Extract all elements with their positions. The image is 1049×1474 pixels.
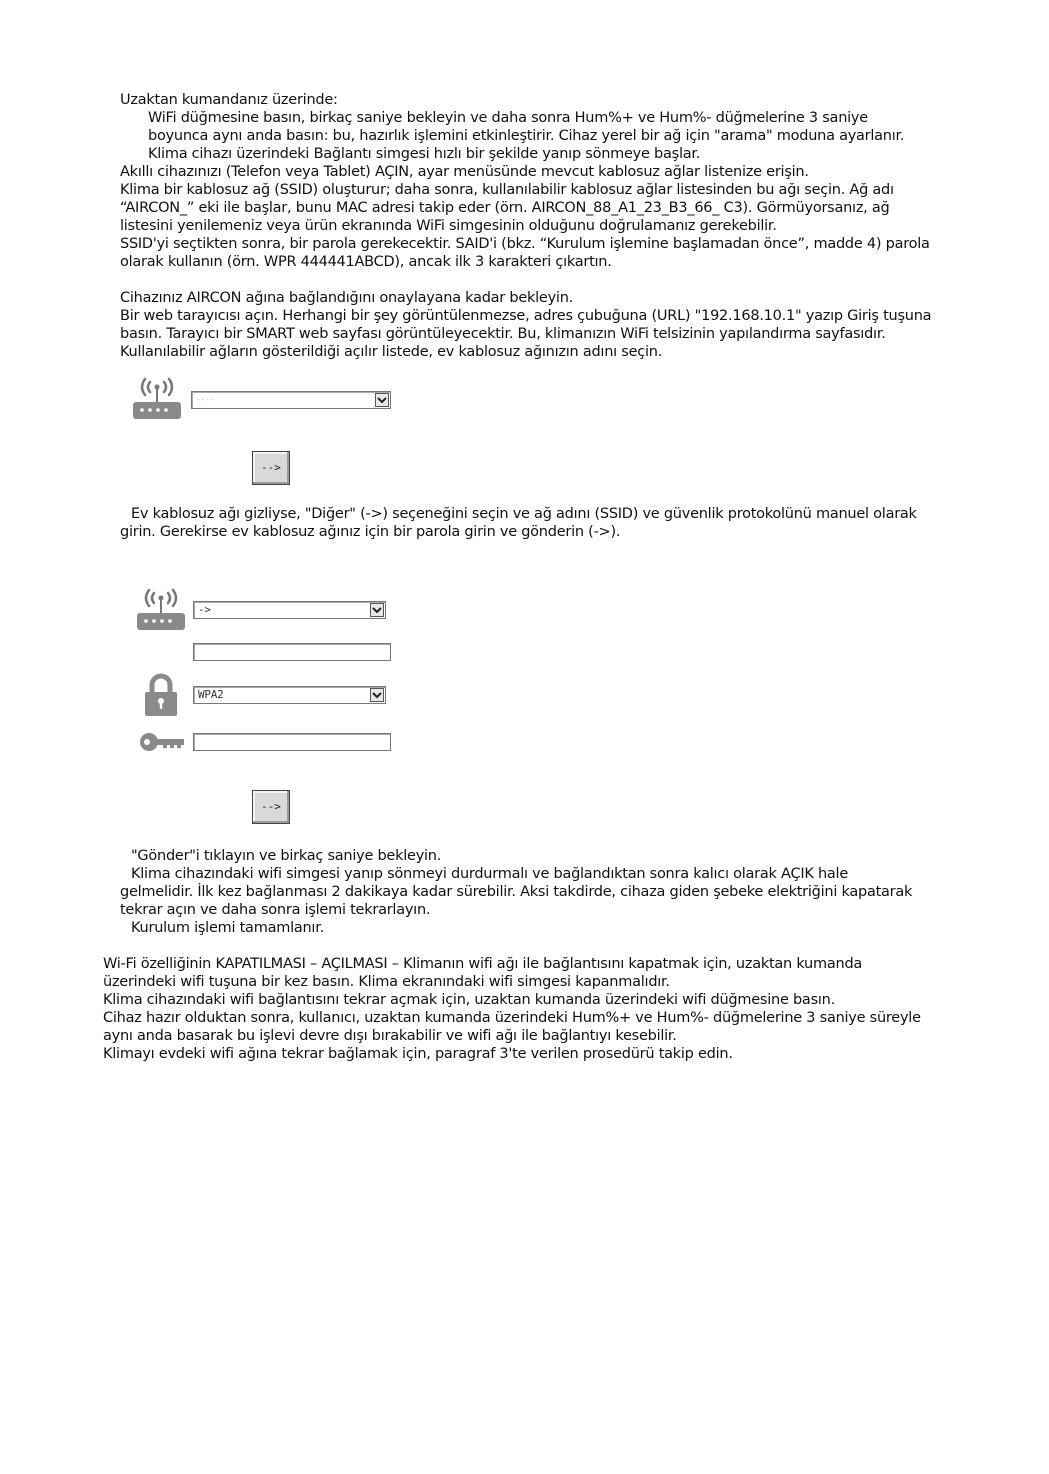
text-line: Akıllı cihazınızı (Telefon veya Tablet) AÇIN, ayar menüsünde mevcut kablosuz ağlar listenize erişin. [120, 164, 809, 180]
password-input[interactable] [193, 733, 391, 751]
text-line: WiFi düğmesine basın, birkaç saniye bekleyin ve daha sonra Hum%+ ve Hum%- düğmelerine 3 saniye [148, 110, 868, 126]
lock-icon [143, 673, 179, 717]
text-line: Uzaktan kumandanız üzerinde: [120, 92, 338, 108]
chevron-down-icon[interactable] [375, 393, 389, 407]
text-line: Klima cihazındaki wifi simgesi yanıp sönmeyi durdurmalı ve bağlandıktan sonra kalıcı olarak AÇIK hale [131, 866, 848, 882]
text-line: Kurulum işlemi tamamlanır. [131, 920, 324, 936]
text-line: Klima cihazındaki wifi bağlantısını tekrar açmak için, uzaktan kumanda üzerindeki wifi düğmesine basın. [103, 992, 835, 1008]
text-line: Cihaz hazır olduktan sonra, kullanıcı, uzaktan kumanda üzerindeki Hum%+ ve Hum%- düğmelerine 3 saniye süreyle [103, 1010, 921, 1026]
security-select-value: WPA2 [198, 688, 224, 701]
network-select[interactable] [193, 601, 386, 619]
chevron-down-icon[interactable] [370, 603, 384, 617]
text-line: üzerindeki wifi tuşuna bir kez basın. Klima ekranındaki wifi simgesi kapanmalıdır. [103, 974, 670, 990]
text-line: basın. Tarayıcı bir SMART web sayfası görüntüleyecektir. Bu, klimanızın WiFi telsizinin yapılandırma sayfasıdır. [120, 326, 886, 342]
text-line: tekrar açın ve daha sonra işlemi tekrarlayın. [120, 902, 431, 918]
chevron-down-icon[interactable] [370, 688, 384, 702]
text-line: Klimayı evdeki wifi ağına tekrar bağlamak için, paragraf 3'te verilen prosedürü takip edin. [103, 1046, 733, 1062]
text-line: Kullanılabilir ağların gösterildiği açılır listede, ev kablosuz ağınızın adını seçin. [120, 344, 663, 360]
text-line: listesini yenilemeniz veya ürün ekranında WiFi simgesinin olduğunu doğrulamanız gerekebilir. [120, 218, 777, 234]
key-icon [139, 731, 185, 753]
text-line: Klima cihazı üzerindeki Bağlantı simgesi hızlı bir şekilde yanıp sönmeye başlar. [148, 146, 701, 162]
text-line: Cihazınız AIRCON ağına bağlandığını onaylayana kadar bekleyin. [120, 290, 574, 306]
text-line: Klima bir kablosuz ağ (SSID) oluşturur; daha sonra, kullanılabilir kablosuz ağlar listesinden bu ağı seçin. Ağ adı [120, 182, 894, 198]
text-line: Bir web tarayıcısı açın. Herhangi bir şey görüntülenmezse, adres çubuğuna (URL) "192.168.10.1" yazıp Giriş tuşuna [120, 308, 932, 324]
ssid-input[interactable] [193, 643, 391, 661]
text-line: "Gönder"i tıklayın ve birkaç saniye bekleyin. [131, 848, 442, 864]
text-line: gelmelidir. İlk kez bağlanması 2 dakikaya kadar sürebilir. Aksi takdirde, cihaza giden şebeke elektriğini kapatarak [120, 884, 913, 900]
submit-button[interactable]: --> [252, 451, 290, 485]
network-select-value: -> [198, 603, 211, 616]
router-icon [131, 376, 183, 422]
network-select[interactable] [191, 391, 391, 409]
submit-button[interactable]: --> [252, 790, 290, 824]
text-line: aynı anda basarak bu işlevi devre dışı bırakabilir ve wifi ağı ile bağlantıyı kesebilir. [103, 1028, 677, 1044]
text-line: Ev kablosuz ağı gizliyse, "Diğer" (->) seçeneğini seçin ve ağ adını (SSID) ve güvenlik protokolünü manuel olarak [131, 506, 917, 522]
text-line: olarak kullanın (örn. WPR 444441ABCD), ancak ilk 3 karakteri çıkartın. [120, 254, 612, 270]
security-select[interactable] [193, 686, 386, 704]
text-line: girin. Gerekirse ev kablosuz ağınız için bir parola girin ve gönderin (->). [120, 524, 621, 540]
text-line: boyunca aynı anda basın: bu, hazırlık işlemini etkinleştirir. Cihaz yerel bir ağ için "arama" moduna ayarlanır. [148, 128, 905, 144]
text-line: “AIRCON_” eki ile başlar, bunu MAC adresi takip eder (örn. AIRCON_88_A1_23_B3_66_ C3). Görmüyorsanız, ağ [120, 200, 890, 216]
text-line: Wi-Fi özelliğinin KAPATILMASI – AÇILMASI – Klimanın wifi ağı ile bağlantısını kapatmak için, uzaktan kumanda [103, 956, 863, 972]
router-icon [135, 587, 187, 633]
text-line: SSID'yi seçtikten sonra, bir parola gerekecektir. SAID'i (bkz. “Kurulum işlemine başlamadan önce”, madde 4) parola [120, 236, 930, 252]
network-select-value: ---- [196, 395, 215, 404]
